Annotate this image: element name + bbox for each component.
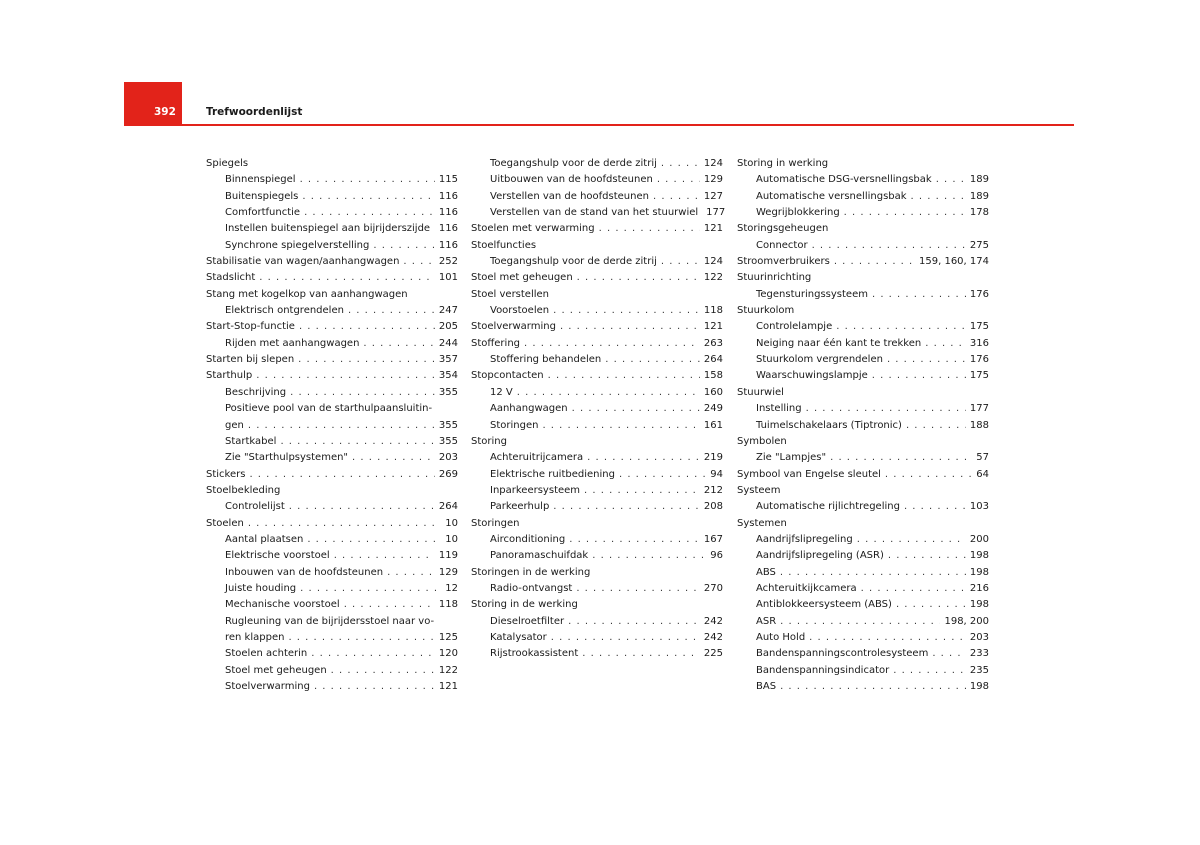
index-entry: Toegangshulp voor de derde zitrij . . . 124 (471, 254, 723, 270)
page-number-tab (124, 82, 182, 124)
index-entry: Katalysator . . . 242 (471, 630, 723, 646)
index-heading: Stoelbekleding (206, 484, 281, 496)
index-entry: Comfortfunctie . . . 116 (206, 205, 458, 221)
index-heading: Symbolen (737, 435, 787, 447)
index-entry: Mechanische voorstoel . . . 118 (206, 597, 458, 613)
index-heading: Stoel verstellen (471, 288, 550, 300)
index-heading: Systemen (737, 517, 787, 529)
index-entry: Airconditioning . . . 167 (471, 532, 723, 548)
index-entry: Stabilisatie van wagen/aanhangwagen . . . 252 (206, 254, 458, 270)
index-heading: Systeem (737, 484, 781, 496)
index-heading: Stuurinrichting (737, 272, 812, 284)
index-entry: Synchrone spiegelverstelling . . . 116 (206, 238, 458, 254)
index-heading: Storingsgeheugen (737, 223, 829, 235)
index-entry: Buitenspiegels . . . 116 (206, 189, 458, 205)
index-entry: Inbouwen van de hoofdsteunen . . . 129 (206, 565, 458, 581)
index-heading: Stang met kogelkop van aanhangwagen (206, 288, 408, 300)
index-heading: Stuurwiel (737, 386, 784, 398)
index-entry: ABS . . . 198 (737, 565, 989, 581)
index-heading: Storing (471, 435, 507, 447)
index-entry: Panoramaschuifdak . . . 96 (471, 548, 723, 564)
index-entry: Storingen . . . 161 (471, 418, 723, 434)
index-entry: Connector . . . 275 (737, 238, 989, 254)
index-entry: Stroomverbruikers . . . 159, 160, 174 (737, 254, 989, 270)
index-entry: Achteruitrijcamera . . . 219 (471, 450, 723, 466)
index-entry: gen . . . 355 (206, 418, 458, 434)
index-entry: Neiging naar één kant te trekken . . . 316 (737, 336, 989, 352)
index-entry: Verstellen van de stand van het stuurwiel 177 (490, 207, 726, 219)
index-entry: Zie "Lampjes" . . . 57 (737, 450, 989, 466)
index-entry: Stoelverwarming . . . 121 (471, 319, 723, 335)
index-entry: Beschrijving . . . 355 (206, 385, 458, 401)
index-entry: Stoffering behandelen . . . 264 (471, 352, 723, 368)
index-entry-wrap: Positieve pool van de starthulpaansluitin- (225, 403, 433, 415)
index-entry: Automatische rijlichtregeling . . . 103 (737, 499, 989, 515)
index-entry: Auto Hold . . . 203 (737, 630, 989, 646)
index-entry: Automatische versnellingsbak . . . 189 (737, 189, 989, 205)
index-entry: 12 V . . . 160 (471, 385, 723, 401)
index-entry: Aandrijfslipregeling . . . 200 (737, 532, 989, 548)
index-entry: Stadslicht . . . 101 (206, 270, 458, 286)
index-entry: Waarschuwingslampje . . . 175 (737, 368, 989, 384)
index-heading: Storingen (471, 517, 520, 529)
index-entry: Rijden met aanhangwagen . . . 244 (206, 336, 458, 352)
index-entry: Rijstrookassistent . . . 225 (471, 646, 723, 662)
index-heading: Storing in de werking (471, 599, 578, 611)
index-entry: Stoelen . . . 10 (206, 516, 458, 532)
index-entry: Tuimelschakelaars (Tiptronic) . . . 188 (737, 418, 989, 434)
index-entry: Aandrijfslipregeling (ASR) . . . 198 (737, 548, 989, 564)
index-entry: Stoelen achterin . . . 120 (206, 646, 458, 662)
index-entry: Starthulp . . . 354 (206, 368, 458, 384)
index-entry: Uitbouwen van de hoofdsteunen . . . 129 (471, 172, 723, 188)
index-entry: Radio-ontvangst . . . 270 (471, 581, 723, 597)
index-entry: Instelling . . . 177 (737, 401, 989, 417)
index-entry: Stoffering . . . 263 (471, 336, 723, 352)
index-entry: Binnenspiegel . . . 115 (206, 172, 458, 188)
index-entry: Aantal plaatsen . . . 10 (206, 532, 458, 548)
index-entry: Controlelampje . . . 175 (737, 319, 989, 335)
index-entry: Inparkeersysteem . . . 212 (471, 483, 723, 499)
index-entry: Start-Stop-functie . . . 205 (206, 319, 458, 335)
index-entry: Stoelen met verwarming . . . 121 (471, 221, 723, 237)
index-entry: Stoel met geheugen . . . 122 (206, 663, 458, 679)
index-entry: Toegangshulp voor de derde zitrij . . . 124 (471, 156, 723, 172)
index-entry: Dieselroetfilter . . . 242 (471, 614, 723, 630)
page-number: 392 (154, 106, 176, 118)
index-entry: BAS . . . 198 (737, 679, 989, 695)
index-column-2 (471, 156, 726, 663)
index-column-3 (737, 156, 989, 695)
index-heading: Storing in werking (737, 158, 829, 169)
index-entry: Stoel met geheugen . . . 122 (471, 270, 723, 286)
index-heading: Storingen in de werking (471, 566, 591, 578)
index-heading: Stoelfuncties (471, 239, 537, 251)
index-entry: Tegensturingssysteem . . . 176 (737, 287, 989, 303)
index-entry: Stickers . . . 269 (206, 467, 458, 483)
index-entry: Voorstoelen . . . 118 (471, 303, 723, 319)
index-entry: Verstellen van de hoofdsteunen . . . 127 (471, 189, 723, 205)
index-entry: Aanhangwagen . . . 249 (471, 401, 723, 417)
index-entry: Controlelijst . . . 264 (206, 499, 458, 515)
index-entry: Elektrische ruitbediening . . . 94 (471, 467, 723, 483)
index-entry: Symbool van Engelse sleutel . . . 64 (737, 467, 989, 483)
index-entry: ASR . . . 198, 200 (737, 614, 989, 630)
index-entry: ren klappen . . . 125 (206, 630, 458, 646)
index-entry: Startkabel . . . 355 (206, 434, 458, 450)
index-entry: Elektrische voorstoel . . . 119 (206, 548, 458, 564)
index-entry: Stuurkolom vergrendelen . . . 176 (737, 352, 989, 368)
index-entry: Stoelverwarming . . . 121 (206, 679, 458, 695)
index-entry: Achteruitkijkcamera . . . 216 (737, 581, 989, 597)
index-entry: Zie "Starthulpsystemen" . . . 203 (206, 450, 458, 466)
index-entry: Bandenspanningscontrolesysteem . . . 233 (737, 646, 989, 662)
index-entry: Stopcontacten . . . 158 (471, 368, 723, 384)
index-entry-wrap: Rugleuning van de bijrijdersstoel naar vo- (225, 615, 435, 627)
index-entry: Instellen buitenspiegel aan bijrijderszijde . . . 116 (206, 221, 458, 237)
index-column-1 (206, 156, 458, 695)
index-entry: Juiste houding . . . 12 (206, 581, 458, 597)
index-entry: Automatische DSG-versnellingsbak . . . 189 (737, 172, 989, 188)
index-entry: Antiblokkeersysteem (ABS) . . . 198 (737, 597, 989, 613)
index-entry: Wegrijblokkering . . . 178 (737, 205, 989, 221)
index-entry: Elektrisch ontgrendelen . . . 247 (206, 303, 458, 319)
index-heading: Spiegels (206, 158, 249, 169)
index-heading: Stuurkolom (737, 305, 795, 317)
page-title: Trefwoordenlijst (206, 106, 303, 118)
index-entry: Starten bij slepen . . . 357 (206, 352, 458, 368)
index-entry: Bandenspanningsindicator . . . 235 (737, 663, 989, 679)
index-entry: Parkeerhulp . . . 208 (471, 499, 723, 515)
page-header (124, 82, 1074, 126)
